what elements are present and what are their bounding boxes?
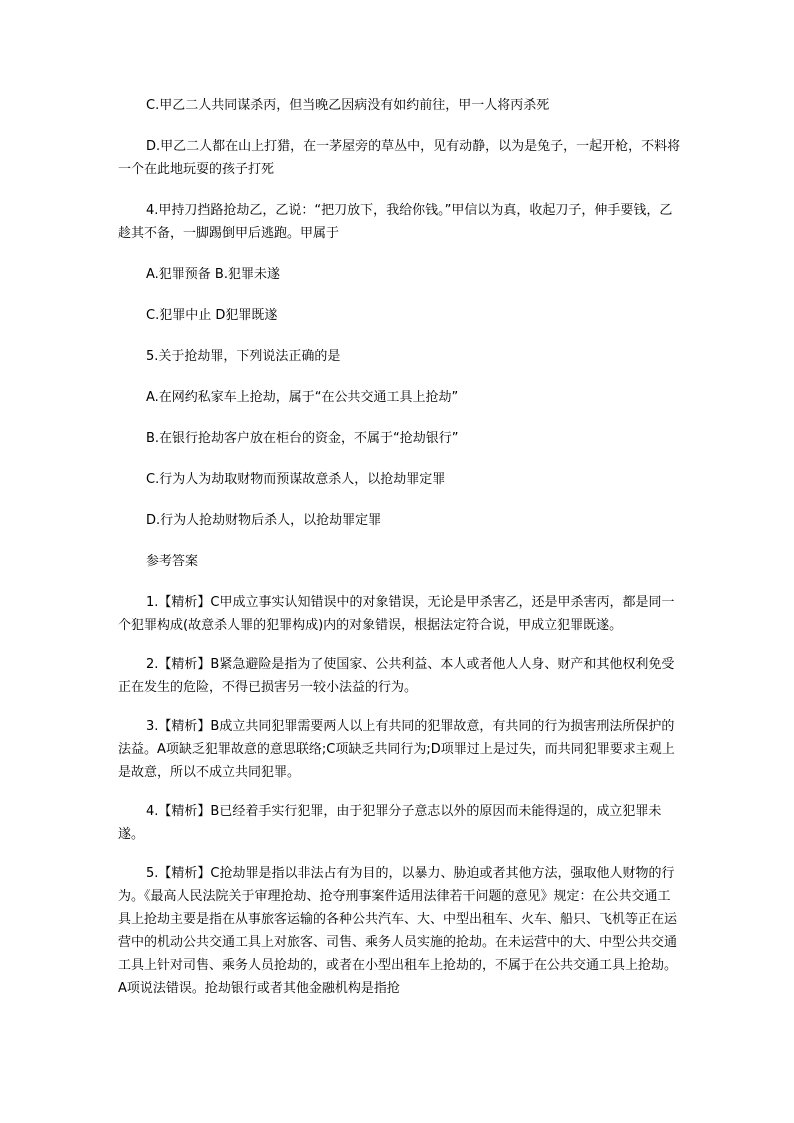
question-4: 4.甲持刀挡路抢劫乙，乙说：“把刀放下，我给你钱。”甲信以为真，收起刀子，伸手要钱，乙趁其不备，一脚踢倒甲后逃跑。甲属于	[118, 203, 673, 241]
option-c-q3: C.甲乙二人共同谋杀丙，但当晚乙因病没有如约前往，甲一人将丙杀死	[146, 98, 550, 113]
options-ab-q4: A.犯罪预备 B.犯罪未遂	[146, 267, 280, 282]
document-body	[118, 94, 683, 1016]
answer-4: 4.【精析】B已经着手实行犯罪，由于犯罪分子意志以外的原因而未能得逞的，成立犯罪未遂。	[118, 804, 662, 842]
option-a-q5: A.在网约私家车上抢劫，属于“在公共交通工具上抢劫”	[146, 390, 459, 405]
answer-2: 2.【精析】B紧急避险是指为了使国家、公共利益、本人或者他人人身、财产和其他权利免受正在发生的危险，不得已损害另一较小法益的行为。	[118, 657, 675, 695]
options-cd-q4: C.犯罪中止 D犯罪既遂	[146, 308, 278, 323]
option-d-q5: D.行为人抢劫财物后杀人，以抢劫罪定罪	[146, 513, 382, 528]
option-b-q5: B.在银行抢劫客户放在柜台的资金，不属于“抢劫银行”	[146, 431, 459, 446]
answer-1: 1.【精析】C甲成立事实认知错误中的对象错误，无论是甲杀害乙，还是甲杀害丙，都是同一个犯罪构成(故意杀人罪的犯罪构成)内的对象错误，根据法定符合说，甲成立犯罪既遂。	[118, 595, 675, 633]
answers-heading: 参考答案	[146, 554, 199, 569]
option-d-q3: D.甲乙二人都在山上打猎，在一茅屋旁的草丛中，见有动静，以为是兔子，一起开枪，不料将一个在此地玩耍的孩子打死	[118, 139, 681, 177]
answer-5: 5.【精析】C抢劫罪是指以非法占有为目的，以暴力、胁迫或者其他方法，强取他人财物的行为。《最高人民法院关于审理抢劫、抢夺刑事案件适用法律若干问题的意见》规定：在公共交通工具上抢劫主要是指在从事旅客运输的各种公共汽车、大、中型出租车、火车、船只、飞机等正在运营中的机动公共交通工具上对旅客、司售、乘务人员实施的抢劫。在未运营中的大、中型公共交通工具上针对司售、乘务人员抢劫的，或者在小型出租车上抢劫的，不属于在公共交通工具上抢劫。A项说法错误。抢劫银行或者其他金融机构是指抢	[118, 866, 678, 996]
answer-3: 3.【精析】B成立共同犯罪需要两人以上有共同的犯罪故意，有共同的行为损害刑法所保护的法益。A项缺乏犯罪故意的意思联络;C项缺乏共同行为;D项罪过上是过失，而共同犯罪要求主观上是故意，所以不成立共同犯罪。	[118, 719, 675, 780]
option-c-q5: C.行为人为劫取财物而预谋故意杀人，以抢劫罪定罪	[146, 472, 446, 487]
question-5: 5.关于抢劫罪，下列说法正确的是	[146, 349, 341, 364]
